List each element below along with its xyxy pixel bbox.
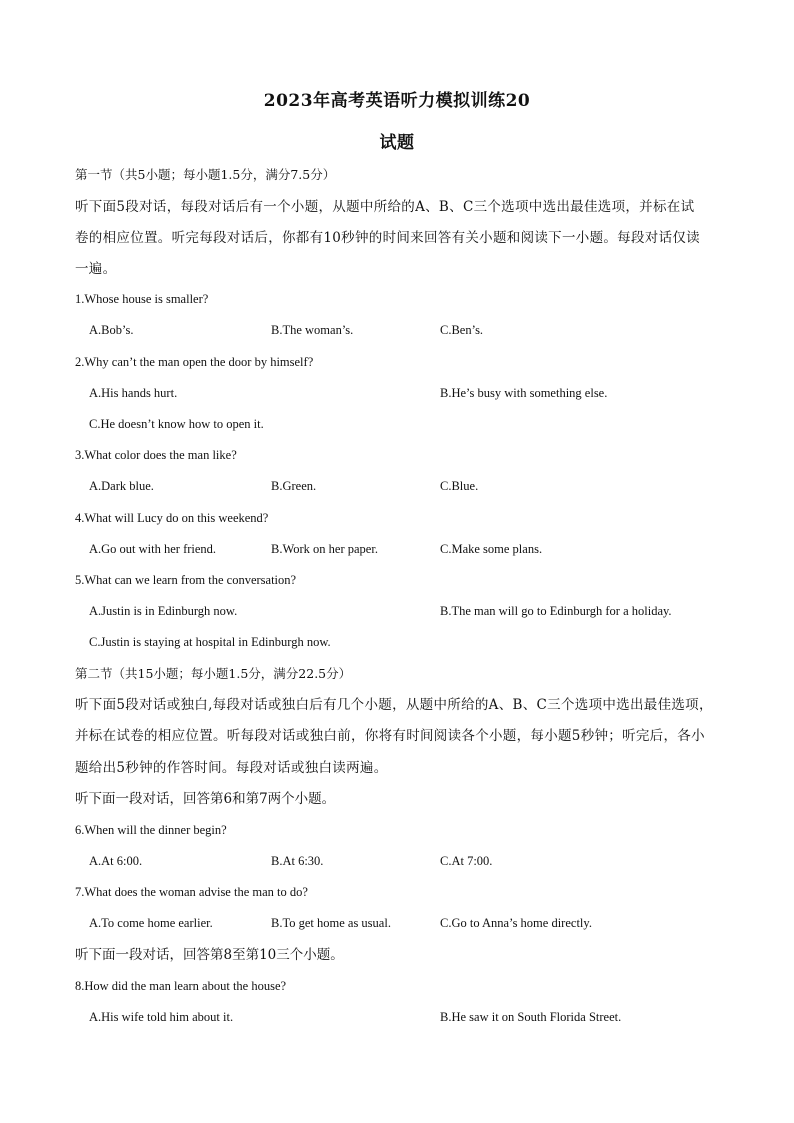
section2-instruction-line: 听下面5段对话或独白,每段对话或独白后有几个小题，从题中所给的A、B、C三个选项中选出最佳选项，: [75, 697, 713, 713]
question-6: 6.When will the dinner begin?: [75, 823, 227, 837]
question-4: 4.What will Lucy do on this weekend?: [75, 511, 269, 525]
q5-option-a: A.Justin is in Edinburgh now.: [89, 604, 238, 618]
section1-instruction-line: 卷的相应位置。听完每段对话后，你都有10秒钟的时间来回答有关小题和阅读下一小题。每段对话仅读: [75, 230, 700, 246]
q6-option-b: B.At 6:30.: [271, 854, 324, 868]
q7-option-c: C.Go to Anna’s home directly.: [440, 916, 592, 930]
section2-instruction-line: 题给出5秒钟的作答时间。每段对话或独白读两遍。: [75, 760, 388, 776]
q4-option-b: B.Work on her paper.: [271, 542, 378, 556]
dialogue-lead-6-7: 听下面一段对话，回答第6和第7两个小题。: [75, 791, 336, 807]
question-3: 3.What color does the man like?: [75, 448, 237, 462]
q8-option-a: A.His wife told him about it.: [89, 1010, 234, 1024]
q7-option-b: B.To get home as usual.: [271, 916, 391, 930]
q3-option-a: A.Dark blue.: [89, 479, 154, 493]
q5-option-b: B.The man will go to Edinburgh for a holiday.: [440, 604, 672, 618]
q3-option-b: B.Green.: [271, 479, 317, 493]
dialogue-lead-8-10: 听下面一段对话，回答第8至第10三个小题。: [75, 947, 344, 963]
page-subtitle: 试题: [379, 133, 415, 153]
page-title: 2023年高考英语听力模拟训练20: [263, 91, 531, 111]
q1-option-a: A.Bob’s.: [89, 323, 134, 337]
q4-option-a: A.Go out with her friend.: [89, 542, 217, 556]
section1-instruction-line: 一遍。: [75, 261, 117, 277]
q3-option-c: C.Blue.: [440, 479, 479, 493]
q2-option-c: C.He doesn’t know how to open it.: [89, 417, 264, 431]
q8-option-b: B.He saw it on South Florida Street.: [440, 1010, 622, 1024]
section1-instruction-line: 听下面5段对话，每段对话后有一个小题，从题中所给的A、B、C三个选项中选出最佳选项，并标在试: [75, 199, 695, 215]
q4-option-c: C.Make some plans.: [440, 542, 543, 556]
q2-option-a: A.His hands hurt.: [89, 386, 178, 400]
q1-option-c: C.Ben’s.: [440, 323, 484, 337]
question-7: 7.What does the woman advise the man to do?: [75, 885, 308, 899]
q2-option-b: B.He’s busy with something else.: [440, 386, 608, 400]
section1-heading: 第一节（共5小题；每小题1.5分，满分7.5分）: [75, 167, 336, 182]
q6-option-a: A.At 6:00.: [89, 854, 143, 868]
q6-option-c: C.At 7:00.: [440, 854, 493, 868]
q7-option-a: A.To come home earlier.: [89, 916, 213, 930]
question-8: 8.How did the man learn about the house?: [75, 979, 287, 993]
section2-instruction-line: 并标在试卷的相应位置。听每段对话或独白前，你将有时间阅读各个小题，每小题5秒钟；听完后，各小: [75, 728, 705, 744]
section2-heading: 第二节（共15小题；每小题1.5分，满分22.5分）: [75, 666, 352, 681]
q1-option-b: B.The woman’s.: [271, 323, 354, 337]
q5-option-c: C.Justin is staying at hospital in Edinburgh now.: [89, 635, 331, 649]
question-5: 5.What can we learn from the conversation?: [75, 573, 297, 587]
question-2: 2.Why can’t the man open the door by himself?: [75, 355, 314, 369]
question-1: 1.Whose house is smaller?: [75, 292, 209, 306]
